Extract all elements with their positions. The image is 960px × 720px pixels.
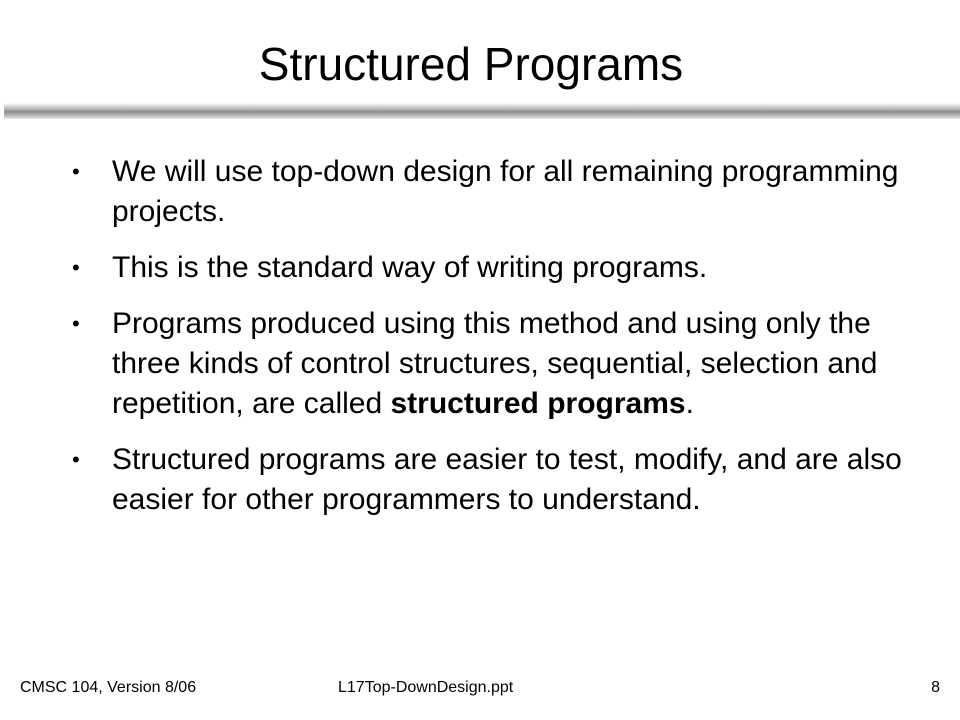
bullet-text: Structured programs are easier to test, modify, and are also easier for other programmers to understand. bbox=[112, 443, 902, 516]
bullet-text: Programs produced using this method and using only the three kinds of control structures, sequential, selection and repetition, are called bbox=[112, 307, 878, 420]
bullet-item bbox=[72, 304, 932, 424]
bullet-item bbox=[72, 440, 932, 520]
bullet-icon: • bbox=[72, 159, 80, 184]
bullet-icon: • bbox=[72, 447, 80, 472]
bullet-list bbox=[72, 152, 932, 536]
footer-page-number: 8 bbox=[931, 679, 940, 696]
bullet-text-end: . bbox=[685, 387, 694, 420]
footer-course: CMSC 104, Version 8/06 bbox=[20, 679, 197, 696]
footer-filename: L17Top-DownDesign.ppt bbox=[338, 679, 514, 696]
bullet-item bbox=[72, 248, 932, 288]
title-divider bbox=[4, 103, 960, 119]
bullet-text: We will use top-down design for all remaining programming projects. bbox=[112, 155, 899, 228]
bullet-text: This is the standard way of writing programs. bbox=[112, 251, 708, 284]
bullet-item bbox=[72, 152, 932, 232]
bold-term: structured programs bbox=[390, 387, 686, 420]
bullet-icon: • bbox=[72, 311, 80, 336]
slide-title: Structured Programs bbox=[258, 38, 684, 90]
bullet-icon: • bbox=[72, 255, 80, 280]
